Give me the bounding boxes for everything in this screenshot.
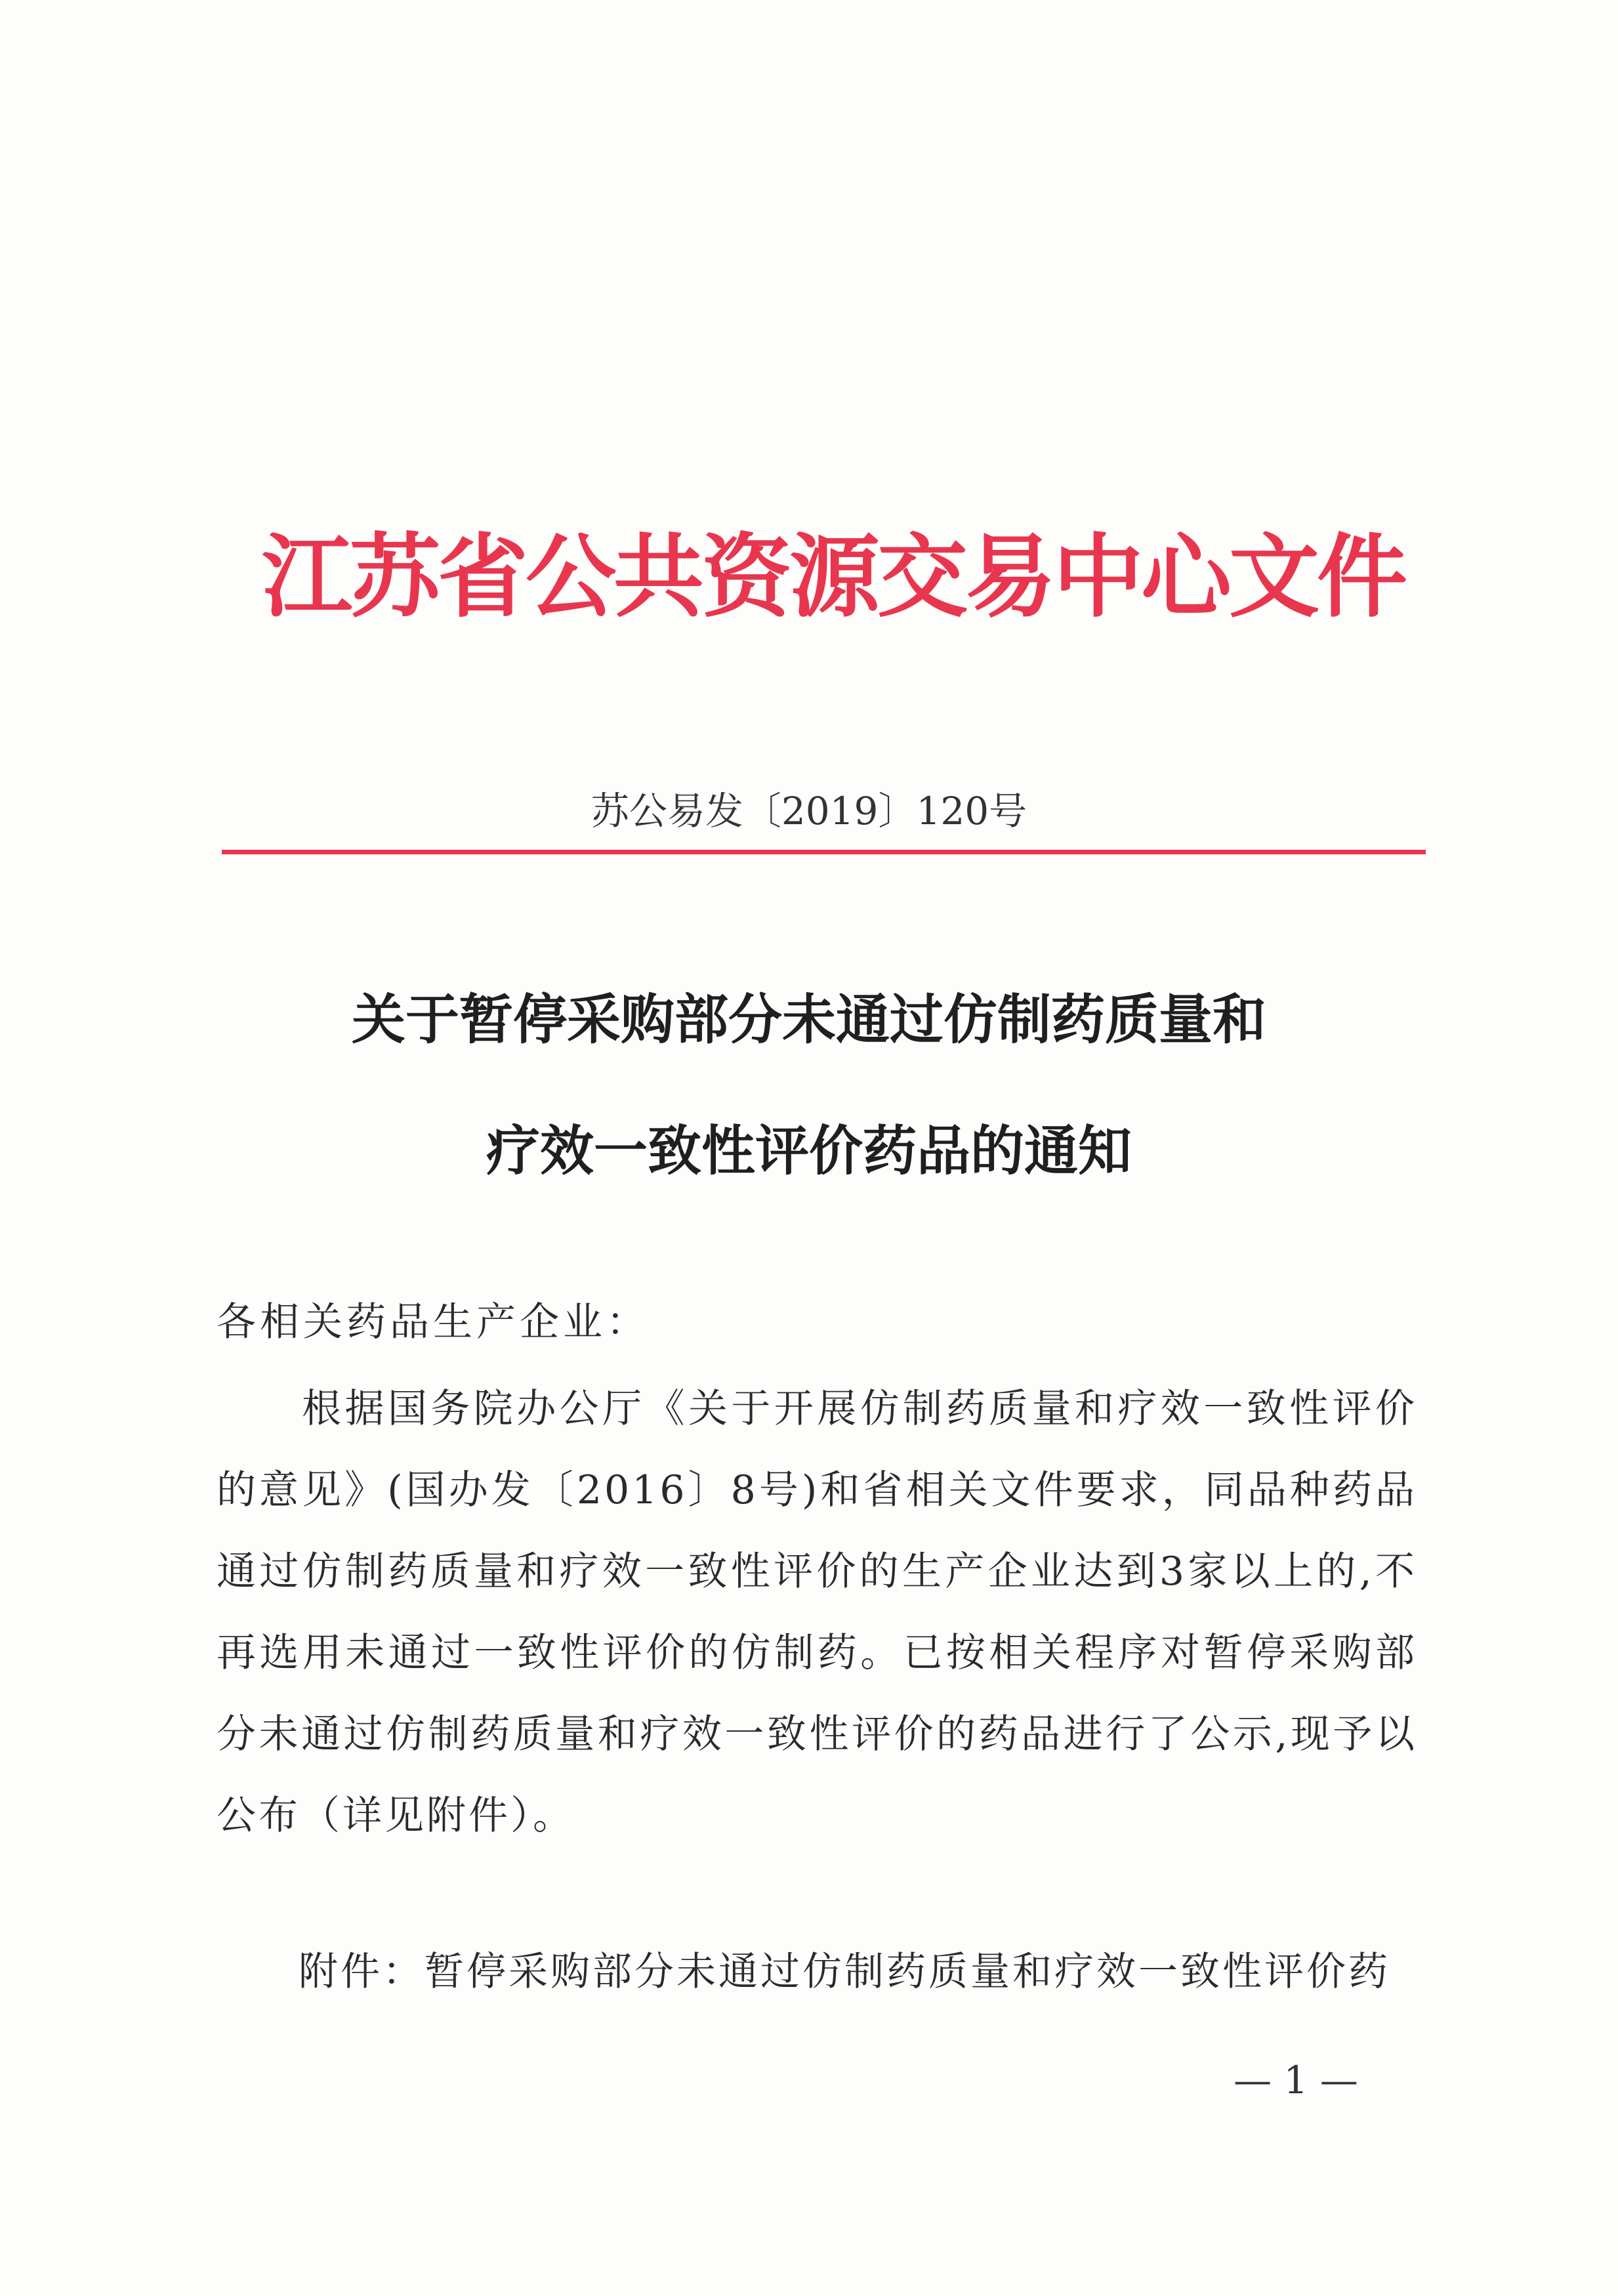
page-number: — 1 — — [1234, 2058, 1358, 2102]
salutation: 各相关药品生产企业： — [217, 1299, 650, 1345]
notice-title-line-2: 疗效一致性评价药品的通知 — [486, 1120, 1132, 1182]
red-divider-line — [222, 850, 1426, 854]
attachment-line: 附件：暂停采购部分未通过仿制药质量和疗效一致性评价药 — [299, 1949, 1390, 1995]
body-paragraph: 根据国务院办公厅《关于开展仿制药质量和疗效一致性评价的意见》(国办发〔2016〕8号)和省相关文件要求，同品种药品通过仿制药质量和疗效一致性评价的生产企业达到3家以上的,不再选用未通过一致性评价的仿制药。已按相关程序对暂停采购部分未通过仿制药质量和疗效一致性评价的药品进行了公示,现予以公布（详见附件）。 — [217, 1386, 1417, 1839]
document-number: 苏公易发〔2019〕120号 — [591, 789, 1027, 833]
issuing-authority-title: 江苏省公共资源交易中心文件 — [261, 524, 1405, 630]
notice-title-line-1: 关于暂停采购部分未通过仿制药质量和 — [351, 989, 1266, 1051]
